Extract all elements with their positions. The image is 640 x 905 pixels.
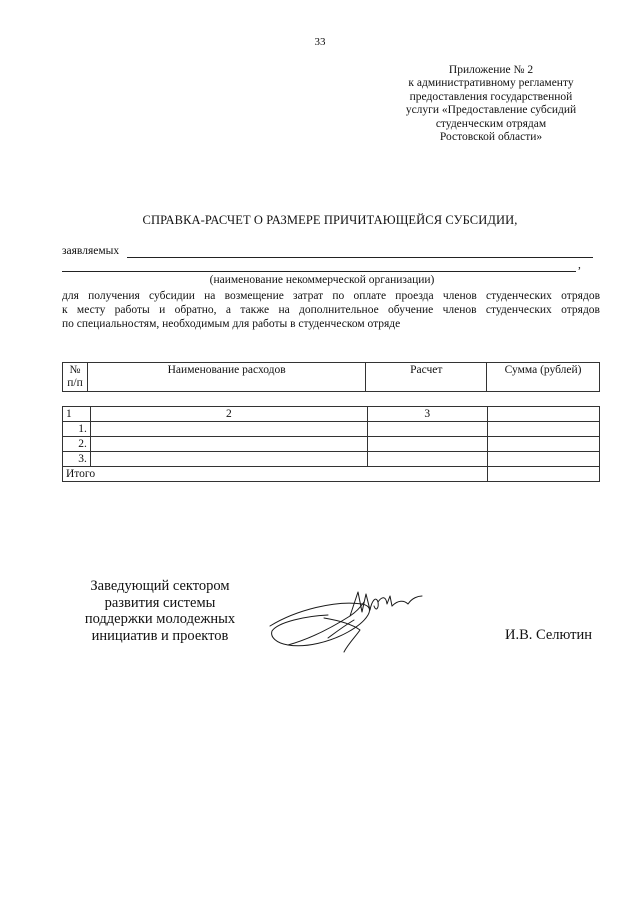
line-end-comma: , bbox=[578, 259, 581, 271]
header-num-line: № bbox=[69, 364, 81, 376]
signer-position bbox=[70, 578, 250, 644]
column-number-row bbox=[63, 407, 600, 422]
row-number: 3. bbox=[63, 452, 91, 467]
calculation-cell[interactable] bbox=[367, 452, 487, 467]
purpose-paragraph bbox=[62, 289, 600, 331]
row-number: 1. bbox=[63, 422, 91, 437]
sum-cell[interactable] bbox=[487, 452, 599, 467]
expense-name-cell[interactable] bbox=[90, 437, 367, 452]
signer-name: И.В. Селютин bbox=[505, 627, 593, 643]
table-row bbox=[63, 422, 600, 437]
header-num bbox=[63, 363, 88, 392]
appendix-line: Приложение № 2 bbox=[448, 64, 534, 76]
column-number: 3 bbox=[367, 407, 487, 422]
handwritten-signature bbox=[266, 582, 426, 654]
table-row bbox=[63, 437, 600, 452]
purpose-line: к месту работы и обратно, а также на дополнительное обучение членов студенческих отрядов bbox=[62, 304, 600, 316]
expense-name-cell[interactable] bbox=[90, 452, 367, 467]
column-number: 1 bbox=[63, 407, 91, 422]
column-number: 2 bbox=[90, 407, 367, 422]
header-sum: Сумма (рублей) bbox=[487, 363, 600, 392]
page-number: 33 bbox=[314, 36, 326, 48]
total-label: Итого bbox=[63, 467, 488, 482]
calculation-cell[interactable] bbox=[367, 422, 487, 437]
table-row bbox=[63, 452, 600, 467]
appendix-line: предоставления государственной bbox=[409, 90, 573, 103]
signer-position-line: инициатив и проектов bbox=[91, 627, 229, 644]
organization-caption: (наименование некоммерческой организации) bbox=[209, 274, 435, 286]
purpose-line: по специальностям, необходимым для работы в студенческом отряде bbox=[62, 318, 401, 330]
expense-name-cell[interactable] bbox=[90, 422, 367, 437]
header-expense-name: Наименование расходов bbox=[87, 363, 365, 392]
claimant-fill-line bbox=[127, 257, 593, 258]
calculation-table-header bbox=[62, 362, 600, 392]
signer-position-line: поддержки молодежных bbox=[84, 611, 236, 627]
appendix-line: студенческим отрядам bbox=[435, 117, 547, 130]
sum-cell[interactable] bbox=[487, 422, 599, 437]
column-number bbox=[487, 407, 599, 422]
row-number: 2. bbox=[63, 437, 91, 452]
signer-position-line: развития системы bbox=[104, 594, 216, 611]
sum-cell[interactable] bbox=[487, 437, 599, 452]
claimant-label: заявляемых bbox=[62, 245, 120, 257]
total-row bbox=[63, 467, 600, 482]
appendix-line: Ростовской области» bbox=[439, 131, 543, 144]
appendix-note bbox=[372, 64, 610, 144]
calculation-table bbox=[62, 406, 600, 482]
appendix-line: услуги «Предоставление субсидий bbox=[405, 104, 577, 117]
total-sum-cell[interactable] bbox=[487, 467, 599, 482]
signer-position-line: Заведующий сектором bbox=[90, 578, 230, 594]
appendix-line: к административному регламенту bbox=[408, 77, 574, 90]
header-num-line: п/п bbox=[67, 376, 83, 389]
organization-fill-line bbox=[62, 271, 576, 272]
calculation-cell[interactable] bbox=[367, 437, 487, 452]
purpose-line: для получения субсидии на возмещение затрат по оплате проезда членов студенческих отрядов bbox=[62, 290, 600, 302]
header-calculation: Расчет bbox=[366, 363, 487, 392]
document-title: СПРАВКА-РАСЧЕТ О РАЗМЕРЕ ПРИЧИТАЮЩЕЙСЯ СУБСИДИИ, bbox=[142, 213, 518, 227]
